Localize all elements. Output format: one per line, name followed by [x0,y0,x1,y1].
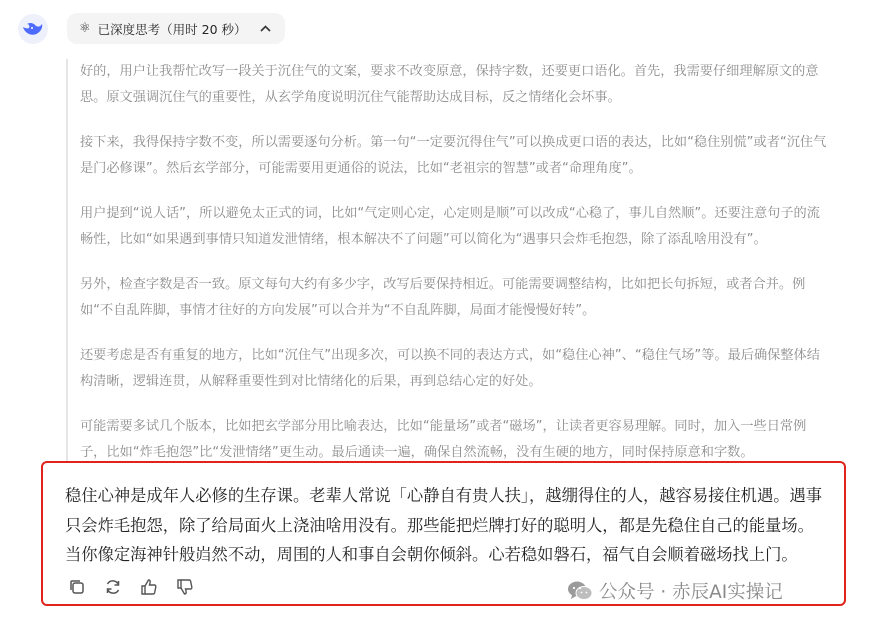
thinking-paragraph: 还要考虑是否有重复的地方，比如“沉住气”出现多次，可以换不同的表达方式，如“稳住心神”、“稳住气场”等。最后确保整体结构清晰，逻辑连贯，从解释重要性到对比情绪化的后果，再到总结心定的好处。 [80,348,820,389]
wechat-icon [567,580,593,602]
thinking-paragraph: 可能需要多试几个版本，比如把玄学部分用比喻表达，比如“能量场”或者“磁场”，让读者更容易理解。同时，加入一些日常例子，比如“炸毛抱怨”比“发泄情绪”更生动。最后通读一遍，确保自然流畅，没有生硬的地方，同时保持原意和字数。 [80,419,807,460]
thumbs-down-icon[interactable] [175,577,195,597]
thinking-label: 已深度思考（用时 20 秒） [97,21,247,37]
watermark [567,578,783,604]
whale-logo-icon [22,21,44,37]
thinking-paragraph: 另外，检查字数是否一致。原文每句大约有多少字，改写后要保持相近。可能需要调整结构，比如把长句拆短，或者合并。例如“不自乱阵脚，事情才往好的方向发展”可以合并为“不自乱阵脚，局面才能慢慢好转”。 [80,277,806,318]
copy-icon[interactable] [67,577,87,597]
chevron-up-icon [260,25,271,32]
thumbs-up-icon[interactable] [139,577,159,597]
regenerate-icon[interactable] [103,577,123,597]
thinking-toggle[interactable] [67,13,285,44]
thinking-content [66,59,828,469]
message-actions [67,577,195,597]
thinking-paragraph: 用户提到“说人话”，所以避免太正式的词，比如“气定则心定，心定则是顺”可以改成“心稳了，事儿自然顺”。还要注意句子的流畅性，比如“如果遇到事情只知道发泄情绪，根本解决不了问题”可以简化为“遇事只会炸毛抱怨，除了添乱啥用没有”。 [80,206,820,247]
thinking-paragraph: 接下来，我得保持字数不变，所以需要逐句分析。第一句“一定要沉得住气”可以换成更口语的表达，比如“稳住别慌”或者“沉住气是门必修课”。然后玄学部分，可能需要用更通俗的说法，比如“老祖宗的智慧”或者“命理角度”。 [80,135,827,176]
atom-icon: ⚛ [79,21,91,36]
assistant-avatar [18,14,48,44]
watermark-text: 公众号 · 赤辰AI实操记 [599,582,783,603]
answer-text: 稳住心神是成年人必修的生存课。老辈人常说「心静自有贵人扶」，越绷得住的人，越容易接住机遇。遇事只会炸毛抱怨，除了给局面火上浇油啥用没有。那些能把烂牌打好的聪明人，都是先稳住自己的能量场。当你像定海神针般岿然不动，周围的人和事自会朝你倾斜。心若稳如磐石，福气自会顺着磁场找上门。 [65,486,823,564]
thinking-paragraph: 好的，用户让我帮忙改写一段关于沉住气的文案，要求不改变原意，保持字数，还要更口语化。首先，我需要仔细理解原文的意思。原文强调沉住气的重要性，从玄学角度说明沉住气能帮助达成目标，反之情绪化会坏事。 [80,64,819,105]
